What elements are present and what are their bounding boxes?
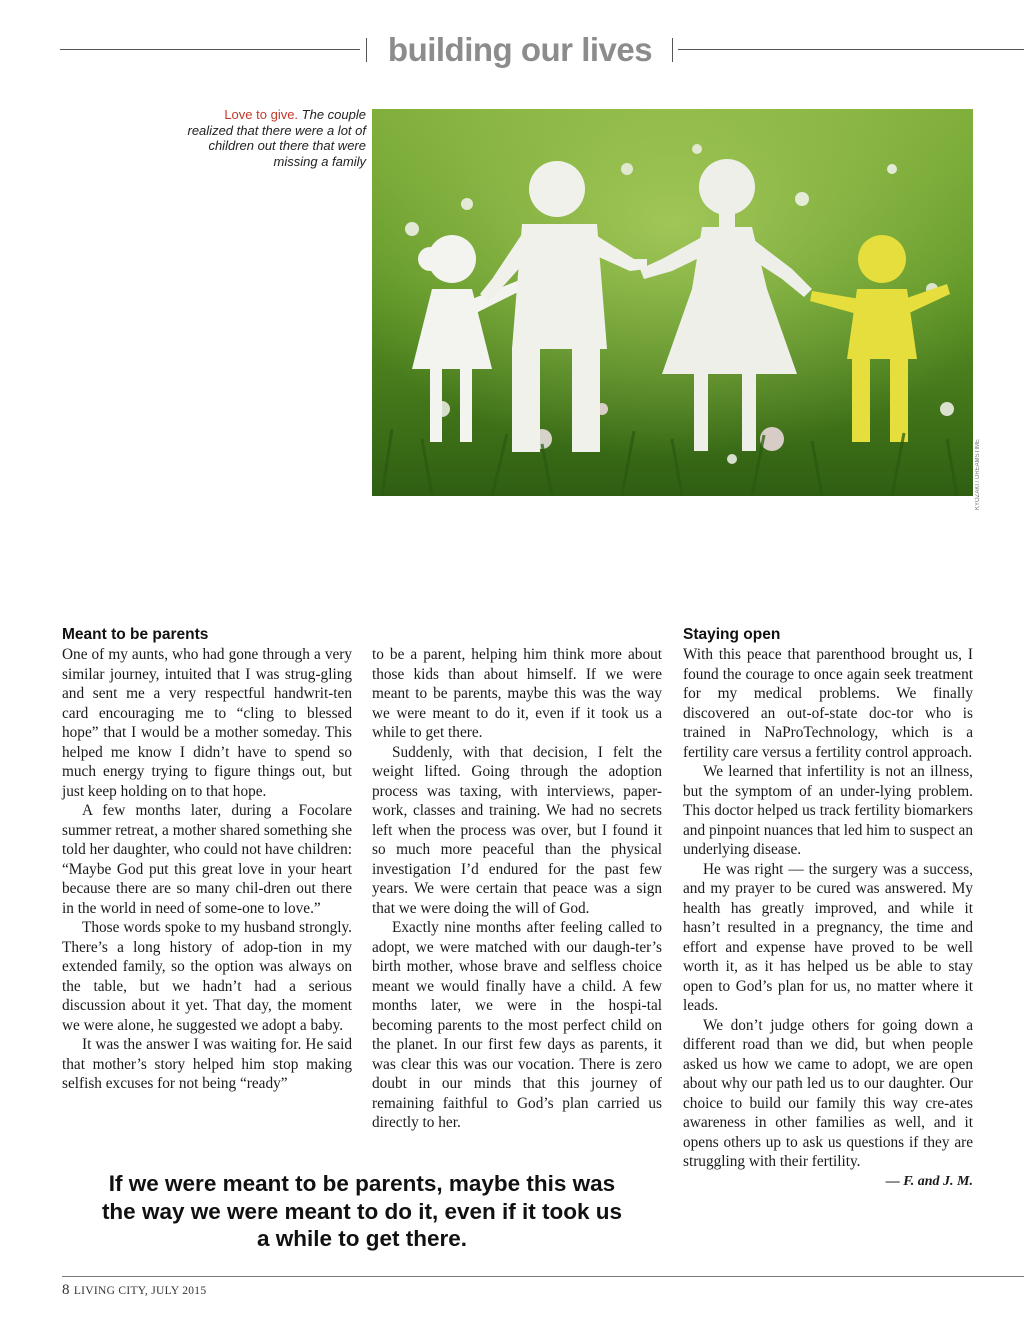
section-heading-meant-to-be-parents: Meant to be parents: [62, 626, 209, 643]
caption-text: The couple realized that there were a lot of children out there that were missing a family: [187, 107, 366, 169]
paragraph: He was right — the surgery was a success, and my prayer to be cured was answered. My health has greatly improved, and while it hasn’t resulted in a pregnancy, the time and effort and expense have proved to be well worth it, as it has helped us be able to stay open to God’s plan for us, no matter where it leads.: [683, 860, 973, 1014]
header-rule-right: [678, 49, 1024, 50]
article-column-1: [62, 624, 352, 1094]
section-heading-staying-open: Staying open: [683, 626, 781, 643]
paragraph: We don’t judge others for going down a different road than we did, but when people asked us how we came to adopt, we are open about why our path led us to our daughter. Our choice to build our family this way cre-ates awareness in other families as well, and it opens others up to ask us questions if they are struggling with their fertility.: [683, 1016, 973, 1170]
photo-credit: KYOZAKI / DREAMSTIME: [975, 438, 981, 510]
paragraph: Suddenly, with that decision, I felt the weight lifted. Going through the adoption process was taxing, with interviews, paper-work, classes and training. We had no secrets left when the process was over, but I found it so much more peaceful than the physical investigation I’d endured for the past few years. We were certain that peace was a sign that we were doing the will of God.: [372, 743, 662, 917]
header-rule-left: [60, 49, 360, 50]
header-tick-right: [672, 38, 673, 62]
header-tick-left: [366, 38, 367, 62]
section-header: [60, 28, 1024, 72]
paragraph: Those words spoke to my husband strongly. There’s a long history of adop-tion in my extended family, so the option was always on the table, but we hadn’t had a serious discussion about it yet. That day, the moment we were alone, he suggested we adopt a baby.: [62, 919, 352, 1034]
article-column-3: [683, 624, 973, 1191]
photo-caption: [180, 107, 366, 169]
page-number: 8: [62, 1282, 70, 1298]
paragraph: One of my aunts, who had gone through a very similar journey, intuited that I was strug-gling and sent me a very respectful handwrit-ten card encouraging me to “cling to blessed hope” that I would be a mother someday. This helped me know I didn’t have to spend so much energy trying to figure things out, but just keep holding on to that hope.: [62, 646, 352, 800]
publication-name: LIVING CITY, JULY 2015: [73, 1285, 207, 1297]
caption-lead: Love to give.: [224, 107, 299, 122]
paper-family-illustration: [372, 109, 973, 496]
paragraph: Exactly nine months after feeling called to adopt, we were matched with our daugh-ter’s birth mother, whose brave and selfless choice meant we would finally have a child. A few months later, we were in the hospi-tal becoming parents to the most perfect child on the planet. In our first few days as parents, it was clear this was our vocation. There is zero doubt in our minds that this journey of remaining faithful to God’s plan carried us directly to her.: [372, 919, 662, 1131]
footer-rule: [62, 1276, 1024, 1277]
article-column-2: [372, 645, 662, 1133]
paragraph: We learned that infertility is not an illness, but the symptom of an under-lying problem. This doctor helped us track fertility biomarkers and pinpoint nuances that led him to suspect an underlying disease.: [683, 763, 973, 858]
pull-quote: If we were meant to be parents, maybe this was the way we were meant to do it, even if it took us a while to get there.: [101, 1171, 623, 1251]
page-footer: [62, 1282, 206, 1299]
paper-family-photo: [372, 109, 973, 496]
paragraph: A few months later, during a Focolare summer retreat, a mother shared something she told her daughter, who could not have children: “Maybe God put this great love in your heart because there are so many chil-dren out there in the world in need of some-one to love.”: [62, 802, 352, 917]
author-signoff: — F. and J. M.: [885, 1173, 973, 1189]
paragraph: to be a parent, helping him think more about those kids than about himself. If we were meant to be parents, maybe this was the way we were meant to do it, even if it took us a while to get there.: [372, 646, 662, 741]
section-title: building our lives: [387, 31, 653, 68]
paragraph: With this peace that parenthood brought us, I found the courage to once again seek treatment for my medical problems. We finally discovered an out-of-state doc-tor who is trained in NaProTechnology, which is a fertility care versus a fertility control approach.: [683, 646, 973, 761]
paragraph: It was the answer I was waiting for. He said that mother’s story helped him stop making selfish excuses for not being “ready”: [62, 1036, 352, 1092]
